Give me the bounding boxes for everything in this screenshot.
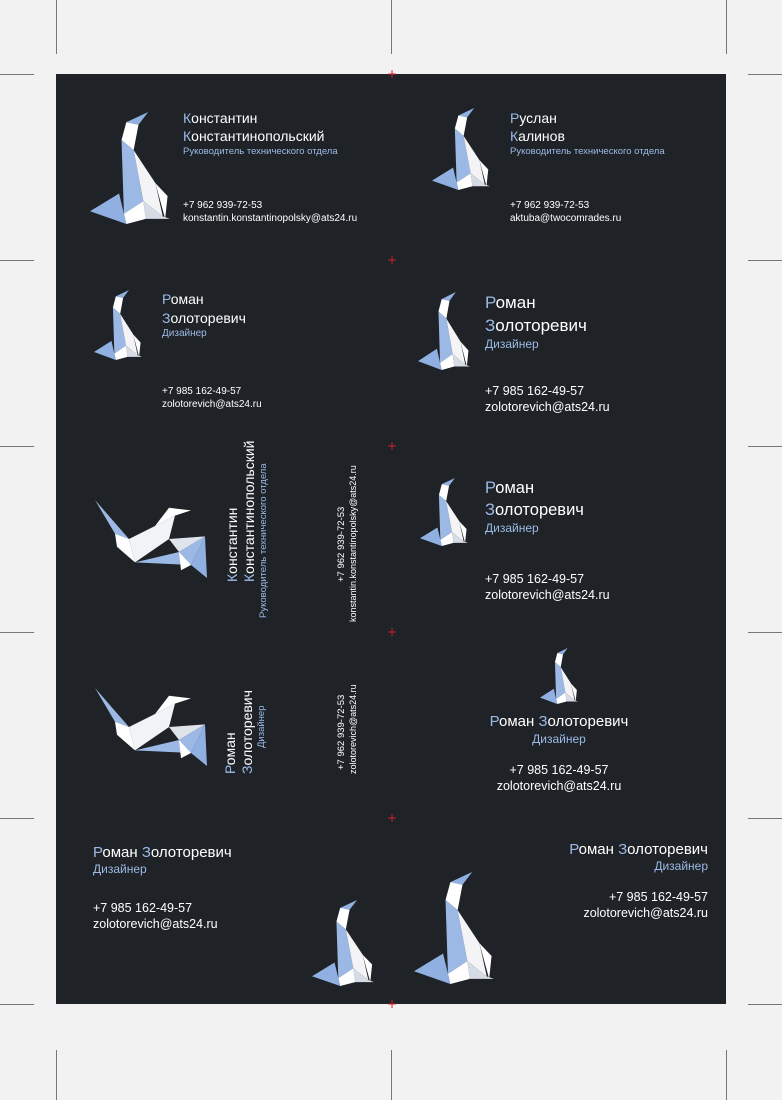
crop-mark xyxy=(748,74,782,75)
card-job-title: Дизайнер xyxy=(93,862,147,876)
card-name-first: Роман xyxy=(485,293,536,312)
card-email: zolotorevich@ats24.ru xyxy=(93,917,218,931)
card-name-last: Константинопольский xyxy=(240,440,257,582)
card-name-last: Золоторевич xyxy=(238,690,255,774)
card-phone: +7 962 939-72-53 xyxy=(183,200,263,211)
card-name-first: Константин xyxy=(183,110,258,126)
origami-bird-icon xyxy=(95,500,207,578)
card-name-first: Руслан xyxy=(510,110,557,126)
crop-mark xyxy=(0,818,34,819)
registration-mark-icon: + xyxy=(387,625,398,639)
rotated-name-block xyxy=(222,690,255,774)
card-phone: +7 985 162-49-57 xyxy=(485,572,585,586)
origami-bird-icon xyxy=(312,900,374,986)
rotated-contact-block xyxy=(348,684,359,774)
card-name-last: Константинопольский xyxy=(183,128,325,144)
card-phone: +7 962 939-72-53 xyxy=(510,200,590,211)
crop-mark xyxy=(56,1050,57,1100)
card-job-title: Дизайнер xyxy=(532,732,586,746)
card-email: aktuba@twocomrades.ru xyxy=(510,213,622,224)
origami-bird-icon xyxy=(94,290,142,360)
crop-mark xyxy=(391,0,392,54)
crop-mark xyxy=(748,260,782,261)
card-job-title: Дизайнер xyxy=(256,705,267,748)
origami-bird-icon xyxy=(432,108,490,190)
card-name: Роман Золоторевич xyxy=(489,713,629,730)
crop-mark xyxy=(748,1004,782,1005)
card-phone: +7 985 162-49-57 xyxy=(485,384,585,398)
crop-mark xyxy=(0,1004,34,1005)
card-name-last: Калинов xyxy=(510,128,565,144)
card-phone: +7 985 162-49-57 xyxy=(509,763,609,777)
card-email: konstantin.konstantinopolsky@ats24.ru xyxy=(183,213,358,224)
card-name-first: Константин xyxy=(224,507,240,582)
rotated-contact-block xyxy=(336,507,347,582)
crop-mark xyxy=(0,446,34,447)
card-name: Роман Золоторевич xyxy=(569,841,708,858)
card-name-last: Золоторевич xyxy=(485,501,584,519)
registration-mark-icon: + xyxy=(387,997,398,1011)
card-email: zolotorevich@ats24.ru xyxy=(485,588,610,602)
origami-bird-icon xyxy=(418,292,470,370)
card-phone: +7 985 162-49-57 xyxy=(162,386,242,397)
crop-mark xyxy=(0,260,34,261)
rotated-contact-block xyxy=(348,465,359,622)
card-email: konstantin.konstantinopolsky@ats24.ru xyxy=(348,465,358,622)
rotated-name-block xyxy=(224,441,257,582)
card-name-first: Роман xyxy=(485,479,535,497)
card-email: zolotorevich@ats24.ru xyxy=(348,684,358,774)
crop-mark xyxy=(748,818,782,819)
card-job-title: Дизайнер xyxy=(485,337,539,351)
crop-mark xyxy=(748,632,782,633)
crop-mark xyxy=(391,1050,392,1100)
crop-mark xyxy=(726,1050,727,1100)
card-job-title: Руководитель технического отдела xyxy=(258,463,269,618)
registration-mark-icon: + xyxy=(387,811,398,825)
card-name-last: Золоторевич xyxy=(485,316,587,335)
card-phone: +7 985 162-49-57 xyxy=(608,890,708,904)
card-name: Роман Золоторевич xyxy=(93,844,232,861)
rotated-title-block xyxy=(258,463,269,618)
origami-bird-icon xyxy=(420,478,468,546)
rotated-title-block xyxy=(256,706,267,749)
crop-mark xyxy=(726,0,727,54)
card-job-title: Дизайнер xyxy=(485,521,539,535)
card-email: zolotorevich@ats24.ru xyxy=(162,399,262,410)
origami-bird-icon xyxy=(414,872,494,984)
card-phone: +7 985 162-49-57 xyxy=(93,901,193,915)
card-email: zolotorevich@ats24.ru xyxy=(496,779,622,793)
card-name-first: Роман xyxy=(222,732,238,774)
card-name-last: Золоторевич xyxy=(162,310,246,326)
crop-mark xyxy=(0,632,34,633)
card-job-title: Дизайнер xyxy=(162,328,207,339)
registration-mark-icon: + xyxy=(387,67,398,81)
crop-mark xyxy=(0,74,34,75)
card-email: zolotorevich@ats24.ru xyxy=(485,400,610,414)
crop-mark xyxy=(748,446,782,447)
rotated-contact-block xyxy=(336,695,347,770)
registration-mark-icon: + xyxy=(387,253,398,267)
card-job-title: Руководитель технического отдела xyxy=(510,146,665,157)
crop-mark xyxy=(56,0,57,54)
origami-bird-icon xyxy=(540,648,578,704)
card-phone: +7 962 939-72-53 xyxy=(336,506,347,582)
origami-bird-icon xyxy=(90,112,170,224)
origami-bird-icon xyxy=(95,688,207,766)
card-email: zolotorevich@ats24.ru xyxy=(583,906,708,920)
card-job-title: Дизайнер xyxy=(654,859,708,873)
card-job-title: Руководитель технического отдела xyxy=(183,146,338,157)
card-phone: +7 962 939-72-53 xyxy=(336,694,347,770)
registration-mark-icon: + xyxy=(387,439,398,453)
card-name-first: Роман xyxy=(162,291,204,307)
